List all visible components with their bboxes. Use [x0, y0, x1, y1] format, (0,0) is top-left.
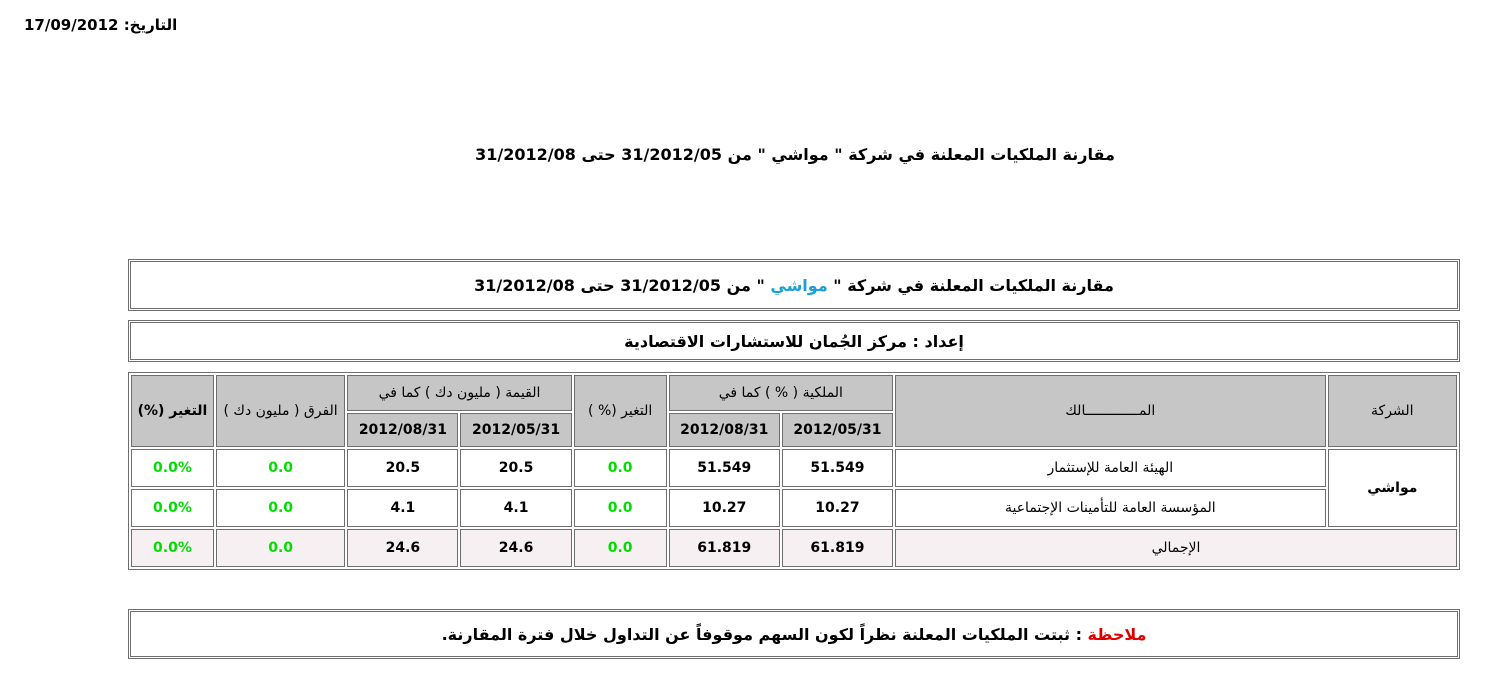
own-from-cell: 10.27 — [782, 489, 893, 527]
header-value-group: القيمة ( مليون دك ) كما في — [347, 375, 571, 411]
page-title: مقارنة الملكيات المعلنة في شركة " مواشي " من 31/2012/05 حتى 31/2012/08 — [475, 145, 1115, 164]
total-own-from-cell: 61.819 — [782, 529, 893, 567]
total-own-change-cell: 0.0 — [574, 529, 667, 567]
val-to-cell: 20.5 — [347, 449, 458, 487]
prepared-by-text: إعداد : مركز الجُمان للاستشارات الاقتصادية — [624, 331, 964, 351]
report-title-company: مواشي — [770, 275, 828, 295]
own-change-cell: 0.0 — [574, 489, 667, 527]
note-text: : ثبتت الملكيات المعلنة نظراً لكون السهم موقوفاً عن التداول خلال فترة المقارنة. — [441, 624, 1088, 644]
header-owner: المـــــــــــــالك — [895, 375, 1326, 447]
diff-cell: 0.0 — [216, 449, 345, 487]
header-ownership-group: الملكية ( % ) كما في — [669, 375, 893, 411]
header-company: الشركة — [1328, 375, 1457, 447]
total-val-change-cell: 0.0% — [131, 529, 214, 567]
report-date — [24, 16, 324, 34]
val-from-cell: 20.5 — [460, 449, 571, 487]
report-date-label: التاريخ: — [123, 16, 178, 34]
own-to-cell: 10.27 — [669, 489, 780, 527]
ownership-table — [128, 372, 1460, 570]
val-change-cell: 0.0% — [131, 449, 214, 487]
report-date-value: 17/09/2012 — [24, 16, 119, 34]
header-val-date-from: 2012/05/31 — [460, 413, 571, 447]
note-label: ملاحظة — [1087, 624, 1147, 644]
report-title — [474, 276, 1114, 295]
table-row — [131, 449, 1457, 487]
total-own-to-cell: 61.819 — [669, 529, 780, 567]
val-from-cell: 4.1 — [460, 489, 571, 527]
header-own-date-to: 2012/08/31 — [669, 413, 780, 447]
own-to-cell: 51.549 — [669, 449, 780, 487]
val-to-cell: 4.1 — [347, 489, 458, 527]
report-title-box — [128, 259, 1460, 311]
header-value-change: التغير (%) — [131, 375, 214, 447]
own-change-cell: 0.0 — [574, 449, 667, 487]
table-total-row — [131, 529, 1457, 567]
total-label-cell: الإجمالي — [895, 529, 1457, 567]
note — [442, 625, 1147, 644]
header-difference: الفرق ( مليون دك ) — [216, 375, 345, 447]
table-row — [131, 489, 1457, 527]
note-box — [128, 609, 1460, 659]
header-val-date-to: 2012/08/31 — [347, 413, 458, 447]
diff-cell: 0.0 — [216, 489, 345, 527]
header-own-date-from: 2012/05/31 — [782, 413, 893, 447]
company-name-cell: مواشي — [1328, 449, 1457, 527]
owner-cell: الهيئة العامة للإستثمار — [895, 449, 1326, 487]
prepared-by-box — [128, 320, 1460, 362]
table-header-row — [131, 375, 1457, 411]
total-val-from-cell: 24.6 — [460, 529, 571, 567]
report-title-suffix: " من 31/2012/05 حتى 31/2012/08 — [474, 275, 765, 295]
owner-cell: المؤسسة العامة للتأمينات الإجتماعية — [895, 489, 1326, 527]
own-from-cell: 51.549 — [782, 449, 893, 487]
header-ownership-change: التغير (% ) — [574, 375, 667, 447]
total-val-to-cell: 24.6 — [347, 529, 458, 567]
total-diff-cell: 0.0 — [216, 529, 345, 567]
report-title-prefix: مقارنة الملكيات المعلنة في شركة " — [833, 275, 1114, 295]
val-change-cell: 0.0% — [131, 489, 214, 527]
